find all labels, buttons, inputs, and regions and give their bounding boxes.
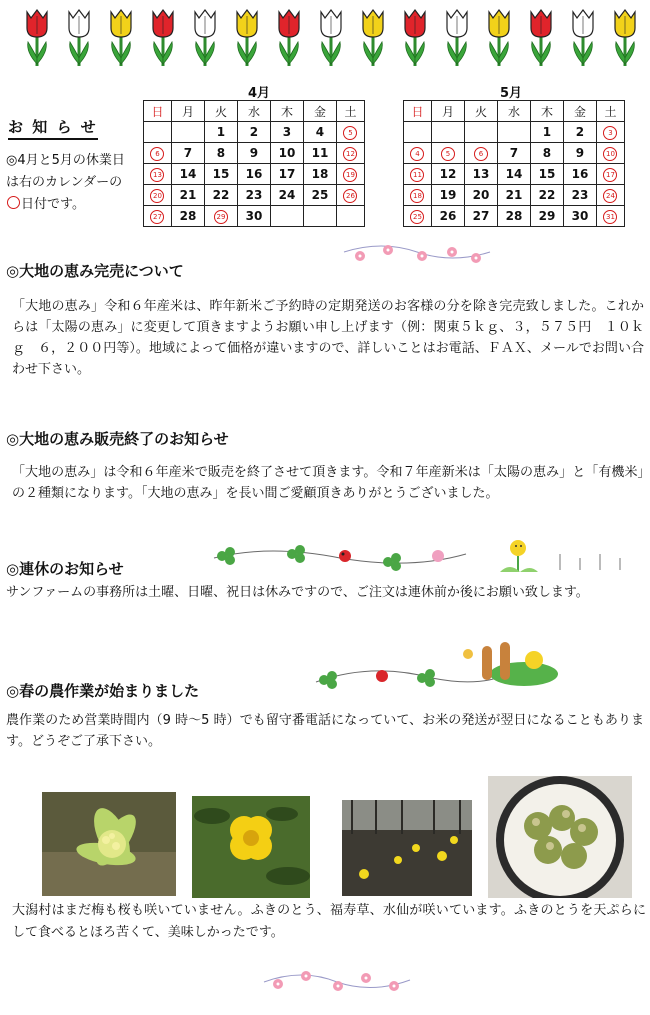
calendar-day: 14 (171, 164, 204, 185)
calendar-day: 28 (171, 206, 204, 227)
calendar-day (431, 122, 464, 143)
calendar-day: 7 (171, 143, 204, 164)
calendar-day: 16 (237, 164, 270, 185)
closing-paragraph: 大潟村はまだ梅も桜も咲いていません。ふきのとう、福寿草、水仙が咲いています。ふきのとうを天ぷらにして食べるとほろ苦くて、美味しかったです。 (12, 903, 646, 940)
calendar-day: 15 (204, 164, 237, 185)
calendar-day (404, 185, 432, 206)
tempura-photo (488, 776, 632, 898)
calendar-day: 1 (204, 122, 237, 143)
notice-title: お 知 ら せ (8, 116, 98, 140)
calendar-day (404, 206, 432, 227)
weekday-header: 木 (270, 101, 303, 122)
calendar-day (497, 122, 530, 143)
holiday-mark: 19 (343, 168, 357, 182)
holiday-mark: 4 (410, 147, 424, 161)
tulip-icon (358, 6, 388, 70)
calendar-day: 11 (303, 143, 336, 164)
april-month-label: 4月 (248, 86, 271, 101)
calendar-day: 1 (530, 122, 563, 143)
calendar-day: 3 (270, 122, 303, 143)
tulip-icon (274, 6, 304, 70)
calendar-day: 27 (464, 206, 497, 227)
tulip-icon (400, 6, 430, 70)
red-circle-icon (7, 196, 20, 209)
dandelion-doodle (490, 534, 640, 576)
calendar-day (144, 143, 172, 164)
section-body-sales-end: 「大地の恵み」は令和６年産米で販売を終了させて頂きます。令和７年産新米は「太陽の恵み」と「有機米」の２種類になります。「大地の恵み」を長い間ご愛顧頂きありがとうございました。 (12, 465, 644, 501)
weekday-header: 水 (237, 101, 270, 122)
calendar-day (336, 185, 364, 206)
holiday-mark: 20 (150, 189, 164, 203)
calendar-day: 21 (171, 185, 204, 206)
calendar-day: 8 (530, 143, 563, 164)
weekday-header: 火 (464, 101, 497, 122)
calendar-day: 14 (497, 164, 530, 185)
calendar-day: 13 (464, 164, 497, 185)
calendar-day: 28 (497, 206, 530, 227)
calendar-day: 4 (303, 122, 336, 143)
weekday-header: 日 (144, 101, 172, 122)
section-body-spring-farming: 農作業のため営業時間内（9 時～5 時）でも留守番電話になっていて、お米の発送が翌日になることもあります。どうぞご了承下さい。 (6, 713, 644, 749)
calendar-day (204, 206, 237, 227)
holiday-mark: 25 (410, 210, 424, 224)
calendar-day: 10 (270, 143, 303, 164)
calendar-day: 25 (303, 185, 336, 206)
holiday-mark: 31 (603, 210, 617, 224)
calendar-day: 9 (563, 143, 596, 164)
section-title-sales-end: ◎大地の恵み販売終了のお知らせ (6, 430, 229, 448)
holiday-mark: 27 (150, 210, 164, 224)
notice-text: ◎4月と5月の休業日は右のカレンダーの日付です。 (6, 153, 125, 212)
weekday-header: 日 (404, 101, 432, 122)
holiday-mark: 6 (150, 147, 164, 161)
weekday-header: 月 (431, 101, 464, 122)
weekday-header: 月 (171, 101, 204, 122)
calendar-day: 22 (204, 185, 237, 206)
holiday-mark: 29 (214, 210, 228, 224)
calendar-day: 21 (497, 185, 530, 206)
section-body-holiday: サンファームの事務所は土曜、日曜、祝日は休みですので、ご注文は連休前か後にお願い致します。 (6, 585, 589, 600)
weekday-header: 水 (497, 101, 530, 122)
calendar-day: 24 (270, 185, 303, 206)
calendar-day (336, 164, 364, 185)
calendar-day: 18 (303, 164, 336, 185)
calendar-day (336, 122, 364, 143)
adonis-flower-photo (192, 796, 310, 898)
calendar-day: 2 (237, 122, 270, 143)
calendar-day: 23 (563, 185, 596, 206)
section-title-sold-out: ◎大地の恵み完売について (6, 262, 184, 280)
may-month-label: 5月 (500, 86, 523, 101)
calendar-day: 16 (563, 164, 596, 185)
holiday-mark: 18 (410, 189, 424, 203)
tulip-icon (232, 6, 262, 70)
section-body-sold-out: 「大地の恵み」令和６年産米は、昨年新米ご予約時の定期発送のお客様の分を除き完売致しました。これからは「太陽の恵み」に変更して頂きますようお願い申し上げます（例：関東５ｋｇ、３，５７５円 １０ｋｇ ６，２００円等）。地域によって価格が違いますので、詳しいことはお電話、ＦＡＸ、メールでお問い合わせ下さい。 (12, 299, 644, 377)
butterbur-sprout-photo (42, 792, 176, 896)
weekday-header: 金 (563, 101, 596, 122)
holiday-mark: 5 (343, 126, 357, 140)
clover-garland (210, 540, 470, 574)
tulip-icon (526, 6, 556, 70)
tulip-icon (106, 6, 136, 70)
calendar-day: 23 (237, 185, 270, 206)
weekday-header: 木 (530, 101, 563, 122)
flower-divider (342, 242, 492, 268)
tulip-icon (316, 6, 346, 70)
holiday-mark: 6 (474, 147, 488, 161)
calendar-day (144, 122, 172, 143)
tulip-icon (190, 6, 220, 70)
tulip-border (10, 6, 640, 72)
calendar-day (171, 122, 204, 143)
holiday-mark: 24 (603, 189, 617, 203)
tulip-icon (568, 6, 598, 70)
calendar-day (336, 143, 364, 164)
tulip-icon (484, 6, 514, 70)
weekday-header: 金 (303, 101, 336, 122)
calendar-day (270, 206, 303, 227)
holiday-mark: 10 (603, 147, 617, 161)
flower-divider-bottom (262, 964, 412, 998)
calendar-day: 2 (563, 122, 596, 143)
holiday-mark: 12 (343, 147, 357, 161)
calendar-day (144, 164, 172, 185)
calendar-day: 8 (204, 143, 237, 164)
holiday-mark: 17 (603, 168, 617, 182)
spring-garland (312, 632, 562, 694)
holiday-mark: 26 (343, 189, 357, 203)
calendar-day: 22 (530, 185, 563, 206)
may-calendar (403, 100, 625, 227)
holiday-mark: 5 (441, 147, 455, 161)
calendar-day: 19 (431, 185, 464, 206)
calendar-day (336, 206, 364, 227)
calendar-day: 7 (497, 143, 530, 164)
calendar-day: 26 (431, 206, 464, 227)
calendar-day (404, 122, 432, 143)
calendar-day (303, 206, 336, 227)
holiday-mark: 13 (150, 168, 164, 182)
calendar-day (464, 143, 497, 164)
calendar-day (431, 143, 464, 164)
calendar-day (596, 143, 624, 164)
calendar-day: 30 (563, 206, 596, 227)
calendar-day (596, 164, 624, 185)
tulip-icon (22, 6, 52, 70)
tulip-icon (64, 6, 94, 70)
weekday-header: 火 (204, 101, 237, 122)
calendar-day (144, 185, 172, 206)
calendar-day (404, 143, 432, 164)
tulip-icon (442, 6, 472, 70)
tulip-icon (610, 6, 640, 70)
tulip-icon (148, 6, 178, 70)
section-title-holiday: ◎連休のお知らせ (6, 560, 124, 578)
calendar-day: 15 (530, 164, 563, 185)
calendar-day: 9 (237, 143, 270, 164)
calendar-day: 29 (530, 206, 563, 227)
holiday-mark: 3 (603, 126, 617, 140)
calendar-day: 30 (237, 206, 270, 227)
calendar-day (404, 164, 432, 185)
calendar-day: 20 (464, 185, 497, 206)
calendar-day (596, 185, 624, 206)
calendar-day (596, 122, 624, 143)
section-title-spring-farming: ◎春の農作業が始まりました (6, 682, 200, 700)
april-calendar (143, 100, 365, 227)
weekday-header: 土 (596, 101, 624, 122)
calendar-day (464, 122, 497, 143)
calendar-day (596, 206, 624, 227)
holiday-mark: 11 (410, 168, 424, 182)
daffodil-field-photo (342, 800, 472, 896)
calendar-day (144, 206, 172, 227)
calendar-day: 12 (431, 164, 464, 185)
calendar-day: 17 (270, 164, 303, 185)
weekday-header: 土 (336, 101, 364, 122)
